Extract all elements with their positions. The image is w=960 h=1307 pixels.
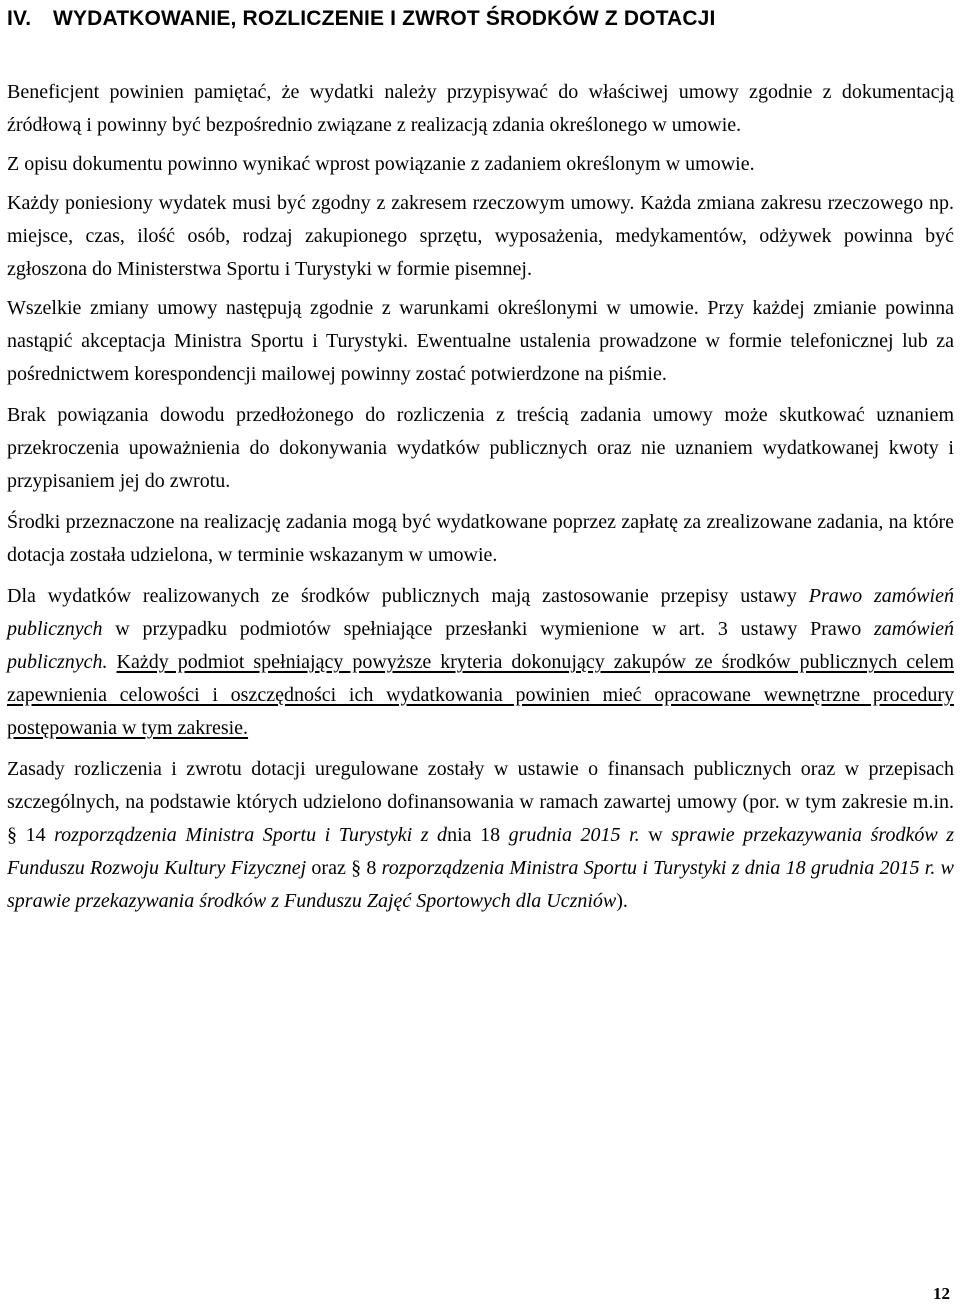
paragraph-7 bbox=[7, 580, 954, 745]
document-body bbox=[7, 76, 954, 918]
paragraph-1: Beneficjent powinien pamiętać, że wydatki należy przypisywać do właściwej umowy zgodnie z dokumentacją źródłową i powinny być bezpośrednio związane z realizacją zdania określonego w umowie. bbox=[7, 81, 954, 136]
page-number: 12 bbox=[933, 1284, 950, 1303]
p8-text-i: ). bbox=[616, 890, 628, 912]
p8-text-c: nia 18 bbox=[447, 824, 509, 846]
p8-regulation-2: rozporządzenia Ministra Sportu i Turystyki z dnia 18 grudnia 2015 r. w sprawie przekazywania środków z Funduszu Zajęć Sportowych dla Uczniów bbox=[7, 857, 954, 912]
section-heading bbox=[7, 6, 954, 32]
paragraph-5: Brak powiązania dowodu przedłożonego do rozliczenia z treścią zadania umowy może skutkować uznaniem przekroczenia upoważnienia do dokonywania wydatków publicznych oraz nie uznaniem wydatkowanej kwoty i przypisaniem jej do zwrotu. bbox=[7, 404, 954, 492]
p8-text-g: oraz § 8 bbox=[306, 857, 382, 879]
p8-regulation-1b: grudnia 2015 r. bbox=[508, 824, 640, 846]
paragraph-6: Środki przeznaczone na realizację zadania mogą być wydatkowane poprzez zapłatę za zrealizowane zadania, na które dotacja została udzielona, w terminie wskazanym w umowie. bbox=[7, 511, 954, 566]
p7-act-title-2: zamówień publicznych. bbox=[7, 618, 954, 673]
p8-text-a: Zasady rozliczenia i zwrotu dotacji uregulowane zostały w ustawie o finansach publicznych oraz w przepisach szczególnych, na podstawie których udzielono dofinansowania w ramach zawartej umowy (por. w tym zakresie m.in. § 14 bbox=[7, 758, 954, 846]
paragraph-4: Wszelkie zmiany umowy następują zgodnie z warunkami określonymi w umowie. Przy każdej zmianie powinna nastąpić akceptacja Ministra Sportu i Turystyki. Ewentualne ustalenia prowadzone w formie telefonicznej lub za pośrednictwem korespondencji mailowej powinny zostać potwierdzone na piśmie. bbox=[7, 297, 954, 385]
paragraph-3: Każdy poniesiony wydatek musi być zgodny z zakresem rzeczowym umowy. Każda zmiana zakresu rzeczowego np. miejsce, czas, ilość osób, rodzaj zakupionego sprzętu, wyposażenia, medykamentów, odżywek powinna być zgłoszona do Ministerstwa Sportu i Turystyki w formie pisemnej. bbox=[7, 192, 954, 280]
section-number: IV. bbox=[7, 7, 32, 30]
p7-text-a: Dla wydatków realizowanych ze środków publicznych mają zastosowanie przepisy ustawy bbox=[7, 585, 809, 607]
p7-underlined-note: Każdy podmiot spełniający powyższe kryteria dokonujący zakupów ze środków publicznych celem zapewnienia celowości i oszczędności ich wydatkowania powinien mieć opracowane wewnętrzne procedury postępowania w tym zakresie. bbox=[7, 651, 954, 739]
section-title: WYDATKOWANIE, ROZLICZENIE I ZWROT ŚRODKÓW Z DOTACJI bbox=[53, 7, 716, 30]
p7-text-c: w przypadku podmiotów spełniające przesłanki wymienione w art. 3 ustawy Prawo bbox=[102, 618, 874, 640]
p7-space bbox=[108, 651, 117, 673]
document-page bbox=[7, 0, 954, 918]
paragraph-8 bbox=[7, 753, 954, 918]
p7-act-title: Prawo zamówień publicznych bbox=[7, 585, 954, 640]
p8-text-e: w bbox=[639, 824, 672, 846]
p8-regulation-1a: rozporządzenia Ministra Sportu i Turystyki z d bbox=[54, 824, 448, 846]
paragraph-2: Z opisu dokumentu powinno wynikać wprost powiązanie z zadaniem określonym w umowie. bbox=[7, 153, 755, 175]
p8-regulation-1c: sprawie przekazywania środków z Funduszu Rozwoju Kultury Fizycznej bbox=[7, 824, 955, 879]
